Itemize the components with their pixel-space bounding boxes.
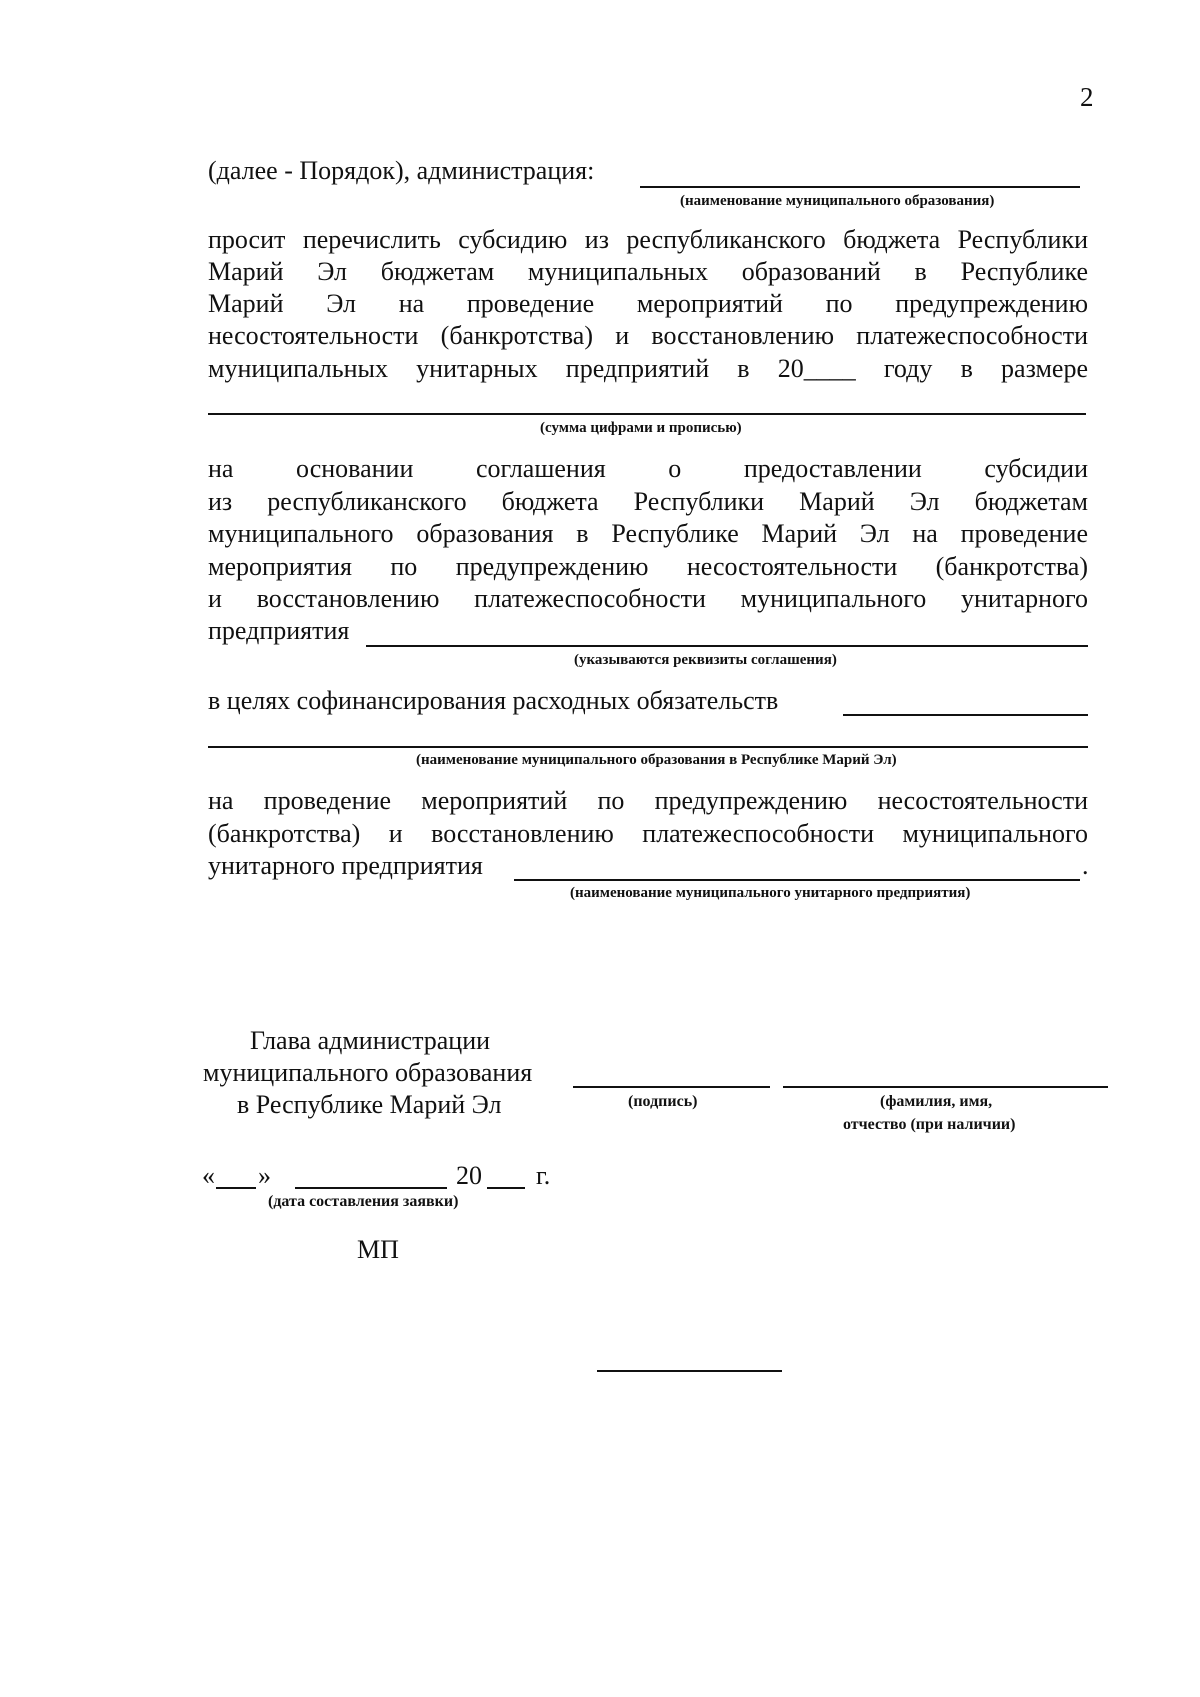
date-day-field[interactable] xyxy=(216,1187,256,1189)
date-close-quote: » xyxy=(258,1161,271,1190)
basis-line-5: и восстановлению платежеспособности муниципального унитарного xyxy=(208,584,1088,613)
full-name-field[interactable] xyxy=(783,1086,1108,1088)
event-line-2: (банкротства) и восстановлению платежеспособности муниципального xyxy=(208,819,1088,848)
enterprise-name-field[interactable] xyxy=(514,879,1080,881)
purpose-text: в целях софинансирования расходных обязательств xyxy=(208,686,779,715)
municipality-name-caption: (наименование муниципального образования) xyxy=(680,193,995,209)
request-line-1: просит перечислить субсидию из республиканского бюджета Республики xyxy=(208,225,1088,254)
full-name-caption-line-1: (фамилия, имя, xyxy=(880,1093,993,1110)
event-period: . xyxy=(1082,851,1089,880)
signatory-title-line-3: в Республике Марий Эл xyxy=(237,1090,502,1119)
amount-caption: (сумма цифрами и прописью) xyxy=(540,420,742,436)
purpose-caption: (наименование муниципального образования в Республике Марий Эл) xyxy=(416,752,897,768)
agreement-details-caption: (указываются реквизиты соглашения) xyxy=(574,652,837,668)
date-year-prefix: 20 xyxy=(456,1161,482,1190)
date-caption: (дата составления заявки) xyxy=(268,1193,459,1210)
agreement-details-field[interactable] xyxy=(366,645,1088,647)
signature-caption: (подпись) xyxy=(628,1093,698,1110)
request-line-5: муниципальных унитарных предприятий в 20____ году в размере xyxy=(208,354,1088,383)
request-line-2: Марий Эл бюджетам муниципальных образований в Республике xyxy=(208,257,1088,286)
enterprise-name-caption: (наименование муниципального унитарного предприятия) xyxy=(570,885,971,901)
event-last-line: унитарного предприятия xyxy=(208,851,483,880)
event-line-1: на проведение мероприятий по предупреждению несостоятельности xyxy=(208,786,1088,815)
request-line-4: несостоятельности (банкротства) и восстановлению платежеспособности xyxy=(208,321,1088,350)
request-line-3: Марий Эл на проведение мероприятий по предупреждению xyxy=(208,289,1088,318)
full-name-caption-line-2: отчество (при наличии) xyxy=(843,1116,1016,1133)
amount-field[interactable] xyxy=(208,413,1086,415)
date-month-field[interactable] xyxy=(295,1187,447,1189)
date-year-suffix: г. xyxy=(536,1161,551,1190)
signature-field[interactable] xyxy=(573,1086,770,1088)
basis-line-4: мероприятия по предупреждению несостоятельности (банкротства) xyxy=(208,552,1088,581)
basis-line-1: на основании соглашения о предоставлении субсидии xyxy=(208,454,1088,483)
intro-text: (далее - Порядок), администрация: xyxy=(208,156,595,185)
basis-last-line: предприятия xyxy=(208,616,350,645)
closing-divider xyxy=(597,1370,782,1372)
stamp-place-label: МП xyxy=(357,1235,399,1264)
signatory-title-line-1: Глава администрации xyxy=(250,1026,491,1055)
basis-line-2: из республиканского бюджета Республики Марий Эл бюджетам xyxy=(208,487,1088,516)
date-open-quote: « xyxy=(202,1161,215,1190)
purpose-field-part-1[interactable] xyxy=(843,714,1088,716)
signatory-title-line-2: муниципального образования xyxy=(203,1058,533,1087)
page-number: 2 xyxy=(1080,82,1094,112)
basis-line-3: муниципального образования в Республике Марий Эл на проведение xyxy=(208,519,1088,548)
purpose-field-part-2[interactable] xyxy=(208,746,1088,748)
municipality-name-field[interactable] xyxy=(640,186,1080,188)
date-year-field[interactable] xyxy=(487,1187,525,1189)
